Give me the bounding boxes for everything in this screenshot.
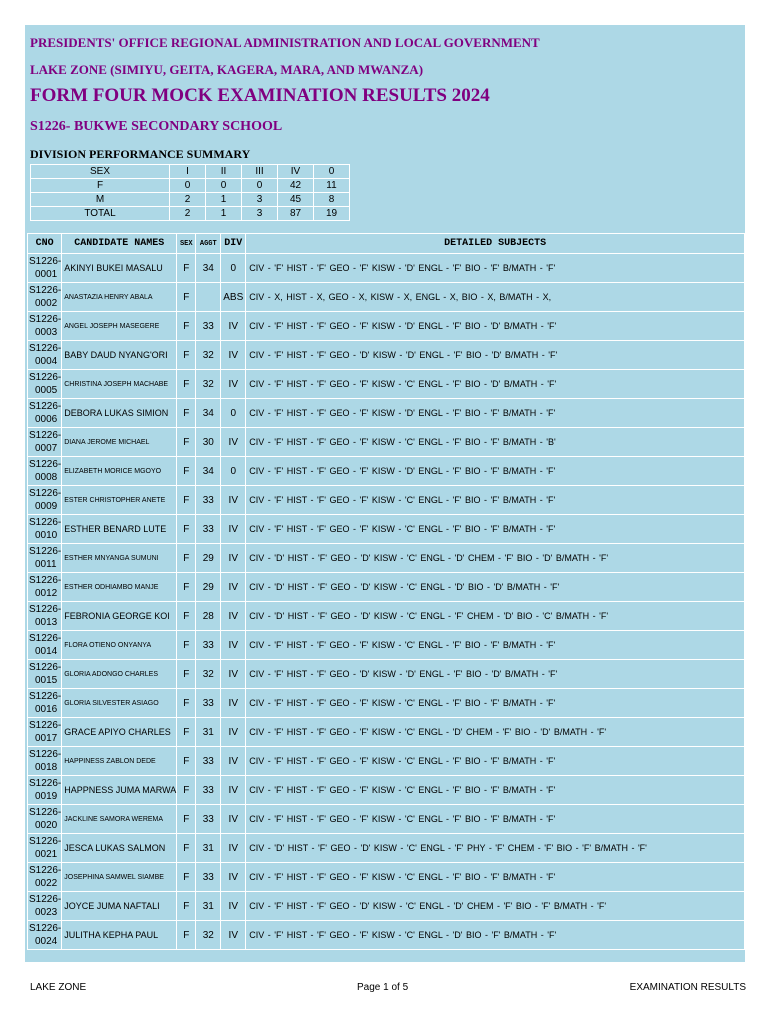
summary-value-cell: 3 [242,193,278,207]
candidate-number [28,544,62,573]
summary-value-cell: 19 [314,207,350,221]
header-zone: LAKE ZONE (SIMIYU, GEITA, KAGERA, MARA, AND MWANZA) [30,62,424,77]
candidate-number-prefix: S1226- [29,836,62,847]
footer-page-number: Page 1 of 5 [357,982,409,993]
table-row [28,370,745,399]
candidate-aggregate: 34 [196,399,221,428]
table-row [28,457,745,486]
candidate-number-prefix: S1226- [29,894,62,905]
candidate-aggregate: 31 [196,718,221,747]
candidate-number-suffix: 0020 [35,820,58,831]
summary-title: DIVISION PERFORMANCE SUMMARY [30,147,251,161]
candidate-number [28,573,62,602]
candidate-sex: F [177,254,196,283]
candidate-subject-details: CIV - 'F' HIST - 'F' GEO - 'F' KISW - 'C' ENGL - 'F' BIO - 'F' B/MATH - 'B' [246,428,745,457]
candidate-number-prefix: S1226- [29,314,62,325]
candidate-division: IV [221,718,246,747]
table-row [28,834,745,863]
candidate-name: GLORIA SILVESTER ASIAGO [62,689,177,718]
summary-row [31,179,350,193]
summary-value-cell: 11 [314,179,350,193]
candidate-aggregate: 28 [196,602,221,631]
candidate-sex: F [177,370,196,399]
candidate-name: HAPPINESS ZABLON DEDE [62,747,177,776]
candidate-sex: F [177,660,196,689]
candidate-number-prefix: S1226- [29,749,62,760]
candidate-aggregate: 31 [196,834,221,863]
table-row [28,283,745,312]
candidate-name: ESTHER MNYANGA SUMUNI [62,544,177,573]
candidate-name: JACKLINE SAMORA WEREMA [62,805,177,834]
candidate-division: IV [221,486,246,515]
candidate-number-prefix: S1226- [29,720,62,731]
candidate-name: ESTER CHRISTOPHER ANETE [62,486,177,515]
candidate-number-prefix: S1226- [29,546,62,557]
candidate-name: CHRISTINA JOSEPH MACHABE [62,370,177,399]
candidate-number [28,776,62,805]
summary-value-cell: 0 [314,165,350,179]
candidate-name: GRACE APIYO CHARLES [62,718,177,747]
candidate-name: ANASTAZIA HENRY ABALA [62,283,177,312]
candidate-division: IV [221,834,246,863]
candidate-number [28,805,62,834]
candidate-number-prefix: S1226- [29,517,62,528]
header-ministry: PRESIDENTS' OFFICE REGIONAL ADMINISTRATION AND LOCAL GOVERNMENT [30,35,540,50]
candidate-sex: F [177,718,196,747]
results-table [27,233,745,950]
candidate-number-suffix: 0006 [35,414,58,425]
candidate-name: ANGEL JOSEPH MASEGERE [62,312,177,341]
summary-sex-cell: SEX [31,165,170,179]
candidate-sex: F [177,515,196,544]
candidate-number [28,689,62,718]
candidate-number [28,921,62,950]
summary-header-row [31,165,350,179]
table-row [28,602,745,631]
candidate-number-suffix: 0004 [35,356,58,367]
summary-value-cell: 2 [170,207,206,221]
candidate-subject-details: CIV - 'F' HIST - 'F' GEO - 'F' KISW - 'D' ENGL - 'F' BIO - 'F' B/MATH - 'F' [246,254,745,283]
candidate-number-prefix: S1226- [29,256,62,267]
candidate-number-suffix: 0018 [35,762,58,773]
results-header-row [28,234,745,254]
candidate-aggregate: 34 [196,457,221,486]
candidate-aggregate: 32 [196,370,221,399]
candidate-subject-details: CIV - 'F' HIST - 'F' GEO - 'F' KISW - 'D' ENGL - 'F' BIO - 'F' B/MATH - 'F' [246,399,745,428]
table-row [28,573,745,602]
candidate-division: IV [221,660,246,689]
summary-row [31,193,350,207]
candidate-name: ESTHER BENARD LUTE [62,515,177,544]
candidate-number-prefix: S1226- [29,285,62,296]
candidate-number-prefix: S1226- [29,488,62,499]
candidate-number [28,892,62,921]
candidate-number [28,515,62,544]
candidate-sex: F [177,689,196,718]
summary-value-cell: 0 [170,179,206,193]
candidate-number-suffix: 0017 [35,733,58,744]
table-row [28,341,745,370]
candidate-number-suffix: 0008 [35,472,58,483]
candidate-number [28,428,62,457]
candidate-division: IV [221,573,246,602]
candidate-division: IV [221,892,246,921]
summary-value-cell: 87 [278,207,314,221]
table-row [28,515,745,544]
candidate-number-suffix: 0005 [35,385,58,396]
candidate-number [28,486,62,515]
candidate-aggregate: 34 [196,254,221,283]
candidate-subject-details: CIV - 'F' HIST - 'F' GEO - 'D' KISW - 'D' ENGL - 'F' BIO - 'D' B/MATH - 'F' [246,341,745,370]
candidate-number-prefix: S1226- [29,662,62,673]
candidate-number-suffix: 0013 [35,617,58,628]
candidate-subject-details: CIV - 'F' HIST - 'F' GEO - 'F' KISW - 'C' ENGL - 'F' BIO - 'F' B/MATH - 'F' [246,805,745,834]
table-row [28,486,745,515]
candidate-aggregate: 33 [196,486,221,515]
candidate-sex: F [177,602,196,631]
candidate-number [28,863,62,892]
candidate-division: IV [221,805,246,834]
header-sex: SEX [177,234,196,254]
table-row [28,805,745,834]
header-name: CANDIDATE NAMES [62,234,177,254]
summary-value-cell: IV [278,165,314,179]
candidate-number [28,457,62,486]
summary-value-cell: 45 [278,193,314,207]
candidate-division: IV [221,631,246,660]
summary-value-cell: I [170,165,206,179]
candidate-subject-details: CIV - 'D' HIST - 'F' GEO - 'D' KISW - 'C' ENGL - 'F' CHEM - 'D' BIO - 'C' B/MATH - 'F' [246,602,745,631]
table-row [28,428,745,457]
candidate-number-suffix: 0009 [35,501,58,512]
candidate-sex: F [177,428,196,457]
summary-sex-cell: M [31,193,170,207]
candidate-number-prefix: S1226- [29,923,62,934]
summary-value-cell: 0 [206,179,242,193]
candidate-number-prefix: S1226- [29,575,62,586]
candidate-number-suffix: 0010 [35,530,58,541]
candidate-number-prefix: S1226- [29,865,62,876]
candidate-number-suffix: 0024 [35,936,58,947]
candidate-sex: F [177,834,196,863]
candidate-division: ABS [221,283,246,312]
candidate-sex: F [177,312,196,341]
candidate-division: 0 [221,254,246,283]
candidate-name: ESTHER ODHIAMBO MANJE [62,573,177,602]
candidate-division: IV [221,776,246,805]
candidate-sex: F [177,805,196,834]
table-row [28,921,745,950]
candidate-aggregate: 33 [196,747,221,776]
summary-value-cell: 3 [242,207,278,221]
candidate-division: IV [221,689,246,718]
school-name: S1226- BUKWE SECONDARY SCHOOL [30,119,283,134]
table-row [28,863,745,892]
candidate-number [28,631,62,660]
header-cno: CNO [28,234,62,254]
table-row [28,718,745,747]
candidate-division: IV [221,428,246,457]
candidate-subject-details: CIV - 'F' HIST - 'F' GEO - 'F' KISW - 'C' ENGL - 'F' BIO - 'F' B/MATH - 'F' [246,631,745,660]
candidate-number [28,283,62,312]
candidate-sex: F [177,892,196,921]
candidate-number-suffix: 0001 [35,269,58,280]
candidate-subject-details: CIV - 'D' HIST - 'F' GEO - 'D' KISW - 'C' ENGL - 'D' BIO - 'D' B/MATH - 'F' [246,573,745,602]
candidate-aggregate [196,283,221,312]
footer-left: LAKE ZONE [30,982,87,993]
candidate-name: DEBORA LUKAS SIMION [62,399,177,428]
candidate-number-suffix: 0014 [35,646,58,657]
candidate-number [28,370,62,399]
candidate-number-prefix: S1226- [29,343,62,354]
summary-value-cell: 1 [206,193,242,207]
candidate-subject-details: CIV - 'F' HIST - 'F' GEO - 'F' KISW - 'C' ENGL - 'F' BIO - 'F' B/MATH - 'F' [246,776,745,805]
candidate-number-suffix: 0019 [35,791,58,802]
candidate-number-prefix: S1226- [29,372,62,383]
candidate-division: IV [221,602,246,631]
candidate-sex: F [177,747,196,776]
candidate-subject-details: CIV - 'F' HIST - 'F' GEO - 'F' KISW - 'C' ENGL - 'F' BIO - 'F' B/MATH - 'F' [246,486,745,515]
candidate-subject-details: CIV - 'F' HIST - 'F' GEO - 'D' KISW - 'D' ENGL - 'F' BIO - 'D' B/MATH - 'F' [246,660,745,689]
candidate-number-suffix: 0016 [35,704,58,715]
candidate-aggregate: 29 [196,573,221,602]
candidate-number-prefix: S1226- [29,401,62,412]
candidate-aggregate: 29 [196,544,221,573]
candidate-aggregate: 33 [196,689,221,718]
table-row [28,689,745,718]
summary-value-cell: 2 [170,193,206,207]
candidate-name: JOYCE JUMA NAFTALI [62,892,177,921]
candidate-subject-details: CIV - 'F' HIST - 'F' GEO - 'F' KISW - 'C' ENGL - 'F' BIO - 'F' B/MATH - 'F' [246,689,745,718]
candidate-division: IV [221,341,246,370]
candidate-number-suffix: 0022 [35,878,58,889]
candidate-name: JESCA LUKAS SALMON [62,834,177,863]
candidate-name: ELIZABETH MORICE MGOYO [62,457,177,486]
table-row [28,747,745,776]
candidate-name: HAPPNESS JUMA MARWA [62,776,177,805]
candidate-number [28,602,62,631]
header-aggt: AGGT [196,234,221,254]
candidate-number-prefix: S1226- [29,459,62,470]
footer-right: EXAMINATION RESULTS [629,982,746,993]
candidate-number-suffix: 0002 [35,298,58,309]
candidate-aggregate: 30 [196,428,221,457]
candidate-subject-details: CIV - 'F' HIST - 'F' GEO - 'F' KISW - 'C' ENGL - 'F' BIO - 'F' B/MATH - 'F' [246,863,745,892]
candidate-subject-details: CIV - 'F' HIST - 'F' GEO - 'F' KISW - 'C' ENGL - 'D' BIO - 'F' B/MATH - 'F' [246,921,745,950]
candidate-subject-details: CIV - 'F' HIST - 'F' GEO - 'F' KISW - 'C' ENGL - 'F' BIO - 'F' B/MATH - 'F' [246,747,745,776]
candidate-subject-details: CIV - 'F' HIST - 'F' GEO - 'F' KISW - 'C' ENGL - 'D' CHEM - 'F' BIO - 'D' B/MATH - 'F' [246,718,745,747]
candidate-sex: F [177,341,196,370]
candidate-number [28,834,62,863]
candidate-name: FLORA OTIENO ONYANYA [62,631,177,660]
candidate-subject-details: CIV - 'F' HIST - 'F' GEO - 'D' KISW - 'C' ENGL - 'D' CHEM - 'F' BIO - 'F' B/MATH - 'F' [246,892,745,921]
candidate-aggregate: 31 [196,892,221,921]
candidate-aggregate: 33 [196,776,221,805]
summary-sex-cell: F [31,179,170,193]
candidate-division: IV [221,863,246,892]
table-row [28,660,745,689]
candidate-aggregate: 33 [196,312,221,341]
candidate-name: JULITHA KEPHA PAUL [62,921,177,950]
candidate-subject-details: CIV - 'D' HIST - 'F' GEO - 'D' KISW - 'C' ENGL - 'F' PHY - 'F' CHEM - 'F' BIO - 'F' B/MATH - 'F' [246,834,745,863]
candidate-division: IV [221,921,246,950]
table-row [28,631,745,660]
candidate-sex: F [177,399,196,428]
candidate-number-prefix: S1226- [29,691,62,702]
summary-sex-cell: TOTAL [31,207,170,221]
candidate-number [28,254,62,283]
candidate-sex: F [177,486,196,515]
candidate-number-prefix: S1226- [29,604,62,615]
candidate-subject-details: CIV - 'F' HIST - 'F' GEO - 'F' KISW - 'C' ENGL - 'F' BIO - 'F' B/MATH - 'F' [246,515,745,544]
candidate-name: BABY DAUD NYANG'ORI [62,341,177,370]
table-row [28,312,745,341]
candidate-sex: F [177,631,196,660]
candidate-name: JOSEPHINA SAMWEL SIAMBE [62,863,177,892]
candidate-division: 0 [221,399,246,428]
candidate-sex: F [177,457,196,486]
candidate-sex: F [177,544,196,573]
summary-value-cell: 42 [278,179,314,193]
table-row [28,399,745,428]
candidate-sex: F [177,921,196,950]
candidate-subject-details: CIV - 'F' HIST - 'F' GEO - 'F' KISW - 'D' ENGL - 'F' BIO - 'F' B/MATH - 'F' [246,457,745,486]
candidate-subject-details: CIV - 'D' HIST - 'F' GEO - 'D' KISW - 'C' ENGL - 'D' CHEM - 'F' BIO - 'D' B/MATH - 'F' [246,544,745,573]
summary-value-cell: II [206,165,242,179]
summary-row [31,207,350,221]
candidate-name: FEBRONIA GEORGE KOI [62,602,177,631]
candidate-number-suffix: 0012 [35,588,58,599]
candidate-subject-details: CIV - X, HIST - X, GEO - X, KISW - X, ENGL - X, BIO - X, B/MATH - X, [246,283,745,312]
table-row [28,776,745,805]
candidate-number [28,747,62,776]
candidate-number [28,312,62,341]
candidate-aggregate: 32 [196,341,221,370]
candidate-division: IV [221,312,246,341]
candidate-division: IV [221,544,246,573]
results-sheet [25,25,745,962]
candidate-sex: F [177,573,196,602]
candidate-number-suffix: 0011 [35,559,57,570]
header-div: DIV [221,234,246,254]
candidate-number-suffix: 0007 [35,443,58,454]
candidate-number-suffix: 0023 [35,907,58,918]
candidate-aggregate: 33 [196,515,221,544]
candidate-sex: F [177,863,196,892]
candidate-subject-details: CIV - 'F' HIST - 'F' GEO - 'F' KISW - 'C' ENGL - 'F' BIO - 'D' B/MATH - 'F' [246,370,745,399]
candidate-name: DIANA JEROME MICHAEL [62,428,177,457]
candidate-subject-details: CIV - 'F' HIST - 'F' GEO - 'F' KISW - 'D' ENGL - 'F' BIO - 'D' B/MATH - 'F' [246,312,745,341]
candidate-aggregate: 33 [196,805,221,834]
header-details: DETAILED SUBJECTS [246,234,745,254]
candidate-division: IV [221,747,246,776]
candidate-number [28,660,62,689]
candidate-aggregate: 32 [196,660,221,689]
candidate-aggregate: 33 [196,863,221,892]
candidate-name: AKINYI BUKEI MASALU [62,254,177,283]
candidate-number-prefix: S1226- [29,778,62,789]
candidate-number-prefix: S1226- [29,633,62,644]
table-row [28,254,745,283]
candidate-aggregate: 32 [196,921,221,950]
candidate-sex: F [177,283,196,312]
summary-value-cell: 0 [242,179,278,193]
candidate-number-prefix: S1226- [29,430,62,441]
table-row [28,892,745,921]
candidate-number-suffix: 0021 [35,849,58,860]
candidate-number-suffix: 0003 [35,327,58,338]
candidate-number-prefix: S1226- [29,807,62,818]
candidate-division: 0 [221,457,246,486]
candidate-name: GLORIA ADONGO CHARLES [62,660,177,689]
candidate-aggregate: 33 [196,631,221,660]
page-title: FORM FOUR MOCK EXAMINATION RESULTS 2024 [30,85,490,106]
summary-value-cell: 8 [314,193,350,207]
summary-value-cell: 1 [206,207,242,221]
candidate-number [28,341,62,370]
division-summary-table [30,164,350,221]
table-row [28,544,745,573]
candidate-number [28,399,62,428]
candidate-number-suffix: 0015 [35,675,58,686]
candidate-division: IV [221,370,246,399]
candidate-sex: F [177,776,196,805]
candidate-number [28,718,62,747]
summary-value-cell: III [242,165,278,179]
candidate-division: IV [221,515,246,544]
